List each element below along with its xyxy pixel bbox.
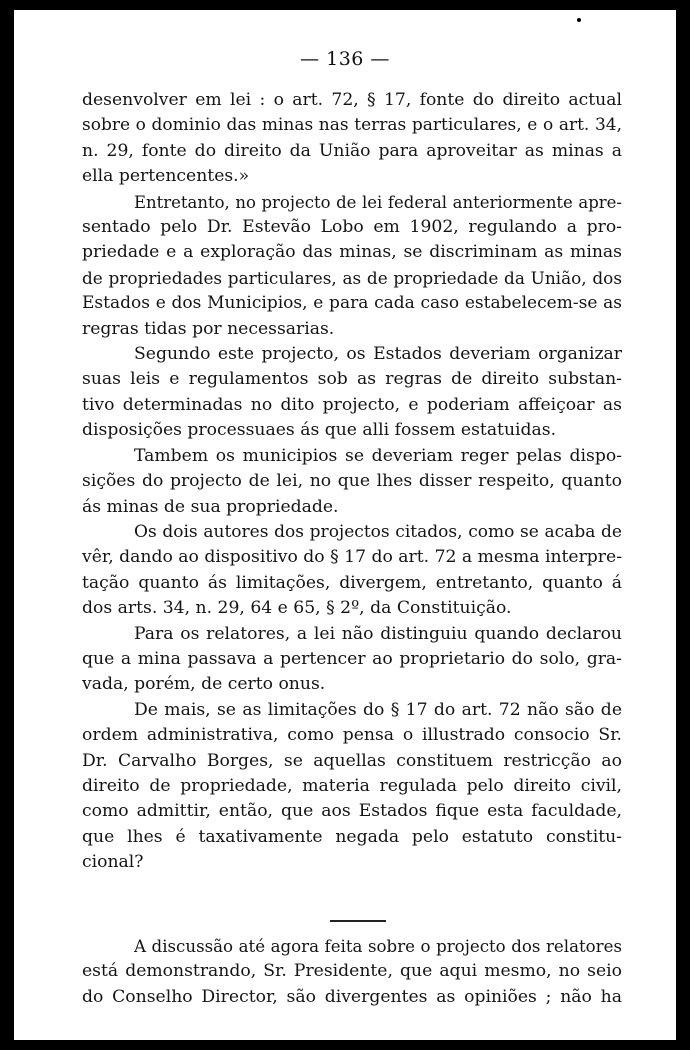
text-line: Segundo este projecto, os Estados deveriam organizar [134,344,622,365]
text-line: priedade e a exploração das minas, se discriminam as minas [82,242,622,263]
text-line: regras tidas por necessarias. [82,318,335,339]
text-line: disposições processuaes ás que alli fossem estatuidas. [82,420,557,441]
text-line: tivo determinadas no dito projecto, e poderiam affeiçoar as [82,394,622,415]
text-line: ordem administrativa, como pensa o illustrado consocio Sr. [82,725,622,746]
text-line: sições do projecto de lei, no que lhes disser respeito, quanto [82,471,622,492]
text-line: Os dois autores dos projectos citados, como se acaba de [134,521,622,542]
text-line: Entretanto, no projecto de lei federal anteriormente apre- [134,192,622,212]
text-line: ella pertencentes.» [82,166,250,187]
text-line: Dr. Carvalho Borges, se aquellas constituem restricção ao [82,750,622,771]
text-line: suas leis e regulamentos sob as regras de direito substan- [82,369,622,390]
text-line: sentado pelo Dr. Estevão Lobo em 1902, regulando a pro- [82,217,622,238]
text-line: Estados e dos Municipios, e para cada caso estabelecem-se as [82,293,622,314]
text-line: n. 29, fonte do direito da União para aproveitar as minas a [82,140,622,161]
text-line: está demonstrando, Sr. Presidente, que aqui mesmo, no seio [82,961,622,982]
text-line: tação quanto ás limitações, divergem, entretanto, quanto á [82,572,622,593]
text-line: vada, porém, de certo onus. [82,674,326,695]
body-text-after-divider [82,934,622,1010]
text-line: do Conselho Director, são divergentes as opiniões ; não ha [82,986,622,1007]
section-divider [330,920,386,922]
text-line: desenvolver em lei : o art. 72, § 17, fonte do direito actual [82,90,622,110]
text-line: ás minas de sua propriedade. [82,496,339,517]
text-line: que lhes é taxativamente negada pelo estatuto constitu- [82,826,622,847]
text-line: como admittir, então, que aos Estados fique esta faculdade, [82,801,622,822]
text-line: De mais, se as limitações do § 17 do art. 72 não são de [134,699,622,720]
text-line: de propriedades particulares, as de propriedade da União, dos [82,267,622,288]
page-number: — 136 — [300,48,390,70]
text-line: Tambem os municipios se deveriam reger pelas dispo- [134,445,622,466]
text-line: direito de propriedade, materia regulada pelo direito civil, [82,775,622,796]
text-line: que a mina passava a pertencer ao proprietario do solo, gra- [82,648,622,669]
body-text [82,88,622,876]
text-line: dos arts. 34, n. 29, 64 e 65, § 2º, da Constituição. [82,598,512,619]
text-line: A discussão até agora feita sobre o projecto dos relatores [134,937,622,956]
text-line: vêr, dando ao dispositivo do § 17 do art. 72 a mesma interpre- [82,547,622,568]
text-line: cional? [82,852,144,873]
book-page [14,10,676,1040]
text-line: Para os relatores, a lei não distinguiu quando declarou [134,623,622,644]
text-line: sobre o dominio das minas nas terras particulares, e o art. 34, [82,115,622,136]
ink-speck [577,18,581,22]
